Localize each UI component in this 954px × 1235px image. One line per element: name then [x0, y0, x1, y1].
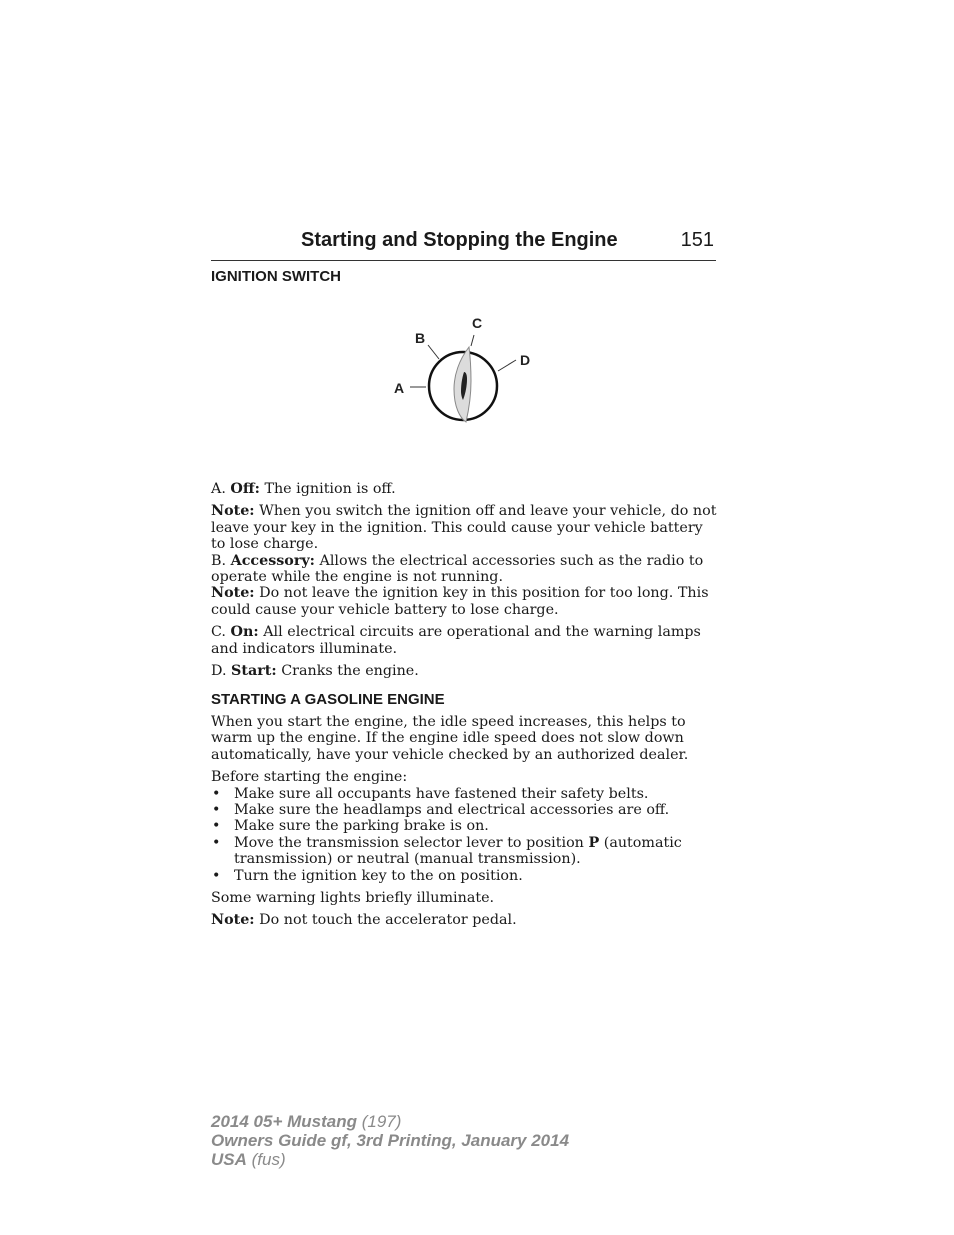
- footer-model-line: 2014 05+ Mustang (197): [211, 1112, 402, 1131]
- note-key-battery: Note: When you switch the ignition off and leave your vehicle, do not leave your key in the ignition. This could cause your vehicle battery to lose charge.: [211, 503, 717, 553]
- before-starting: Before starting the engine:: [211, 769, 408, 786]
- list-item: • Make sure all occupants have fastened their safety belts.: [212, 785, 649, 802]
- page-number: 151: [680, 229, 714, 251]
- footer-region-line: USA (fus): [211, 1150, 286, 1169]
- position-d: D. Start: Cranks the engine.: [211, 663, 419, 680]
- page-footer: [211, 1112, 569, 1169]
- section-heading-starting-gasoline: STARTING A GASOLINE ENGINE: [211, 691, 445, 709]
- note-accessory: Note: Do not leave the ignition key in this position for too long. This could cause your vehicle battery to lose charge.: [211, 585, 709, 618]
- starting-intro: When you start the engine, the idle speed increases, this helps to warm up the engine. If the engine idle speed does not slow down automatically, have your vehicle checked by an authorized dealer.: [211, 713, 689, 763]
- position-c: C. On: All electrical circuits are operational and the warning lamps and indicators illuminate.: [211, 624, 701, 657]
- leader-line-d: [498, 360, 516, 371]
- diagram-label-b: B: [415, 330, 426, 346]
- position-b: B. Accessory: Allows the electrical accessories such as the radio to operate while the engine is not running.: [211, 552, 704, 586]
- diagram-label-d: D: [520, 352, 531, 368]
- ignition-switch-diagram: [380, 305, 540, 440]
- bullet-list: [211, 786, 719, 884]
- position-a: A. Off: The ignition is off.: [211, 481, 396, 497]
- list-item: • Make sure the parking brake is on.: [212, 818, 489, 835]
- content-body: [211, 481, 719, 929]
- diagram-label-a: A: [394, 380, 405, 396]
- note-accelerator: Note: Do not touch the accelerator pedal.: [211, 912, 517, 929]
- list-item: • Move the transmission selector lever to position P (automatic transmission) or neutral (manual transmission).: [212, 834, 682, 868]
- page-title: Starting and Stopping the Engine: [301, 229, 618, 251]
- section-heading-ignition-switch: IGNITION SWITCH: [211, 268, 341, 285]
- leader-line-c: [471, 335, 474, 346]
- diagram-label-c: C: [472, 315, 483, 331]
- warning-lights-text: Some warning lights briefly illuminate.: [211, 889, 495, 906]
- page-header: [211, 229, 716, 261]
- list-item: • Make sure the headlamps and electrical accessories are off.: [212, 801, 670, 818]
- leader-line-b: [428, 345, 439, 359]
- list-item: • Turn the ignition key to the on position.: [212, 867, 523, 884]
- footer-guide-line: Owners Guide gf, 3rd Printing, January 2014: [211, 1131, 570, 1150]
